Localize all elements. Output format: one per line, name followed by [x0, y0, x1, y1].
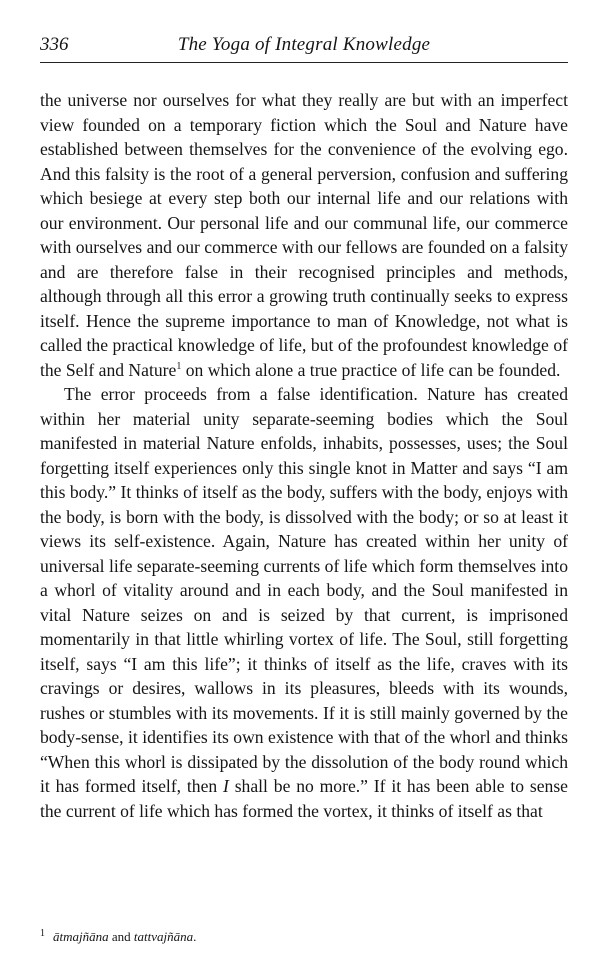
footnote-connector: and — [108, 929, 134, 944]
footnote-end: . — [193, 929, 197, 944]
footnote-term-2: tattvajñāna — [133, 929, 194, 944]
running-header — [40, 32, 568, 58]
footnote — [40, 928, 568, 946]
paragraph-2-text-end: shall be no more.” If it has been able to sense the current of life which has formed the vortex, it thinks of itself as that — [40, 776, 568, 821]
paragraph-1 — [40, 88, 568, 382]
header-rule — [40, 62, 568, 63]
running-title: The Yoga of Integral Knowledge — [177, 34, 431, 55]
page-number: 336 — [40, 34, 69, 55]
italic-word: I — [223, 776, 229, 796]
footnote-term-1: ātmajñāna — [53, 929, 109, 944]
paragraph-1-text-end: on which alone a true practice of life can be founded. — [181, 359, 561, 380]
footnote-mark: 1 — [40, 927, 45, 939]
body-text — [40, 88, 568, 823]
paragraph-2 — [40, 382, 568, 823]
paragraph-2-text: The error proceeds from a false identification. Nature has created within her material unity separate-seeming bodies which the Soul manifested in material Nature enfolds, inhabits, possesses, uses; the Soul forgetting itself experiences only this single knot in Matter and says “I am this body.” It thinks of itself as the body, suffers with the body, enjoys with the body, is born with the body, is dissolved with the body; or so at least it views its self-existence. Again, Nature has created within her unity of universal life separate-seeming currents of life which form themselves into a whorl of vitality around and in each body, and the Soul manifested in vital Nature seizes on and is seized by that current, is imprisoned momentarily in that little whirling vortex of life. The Soul, still forgetting itself, says “I am this life”; it thinks of itself as the life, craves with its cravings or desires, wallows in its pleasures, bleeds with its wounds, rushes or stumbles with its movements. If it is still mainly governed by the body-sense, it identifies its own existence with that of the whorl and thinks “When this whorl is dissipated by the dissolution of the body round which it has formed itself, then — [40, 384, 568, 796]
paragraph-1-text: the universe nor ourselves for what they really are but with an imperfect view founded on a temporary fiction which the Soul and Nature have established between themselves for the convenience of the evolving ego. And this falsity is the root of a general perversion, confusion and suffering which besiege at every step both our internal life and our relations with our environment. Our personal life and our communal life, our commerce with ourselves and our commerce with our fellows are founded on a falsity and are therefore false in their recognised principles and methods, although through all this error a growing truth continually seeks to express itself. Hence the supreme importance to man of Knowledge, not what is called the practical knowledge of life, but of the profoundest knowledge of the Self and Nature — [40, 90, 568, 380]
footnote-reference: 1 — [176, 360, 182, 372]
